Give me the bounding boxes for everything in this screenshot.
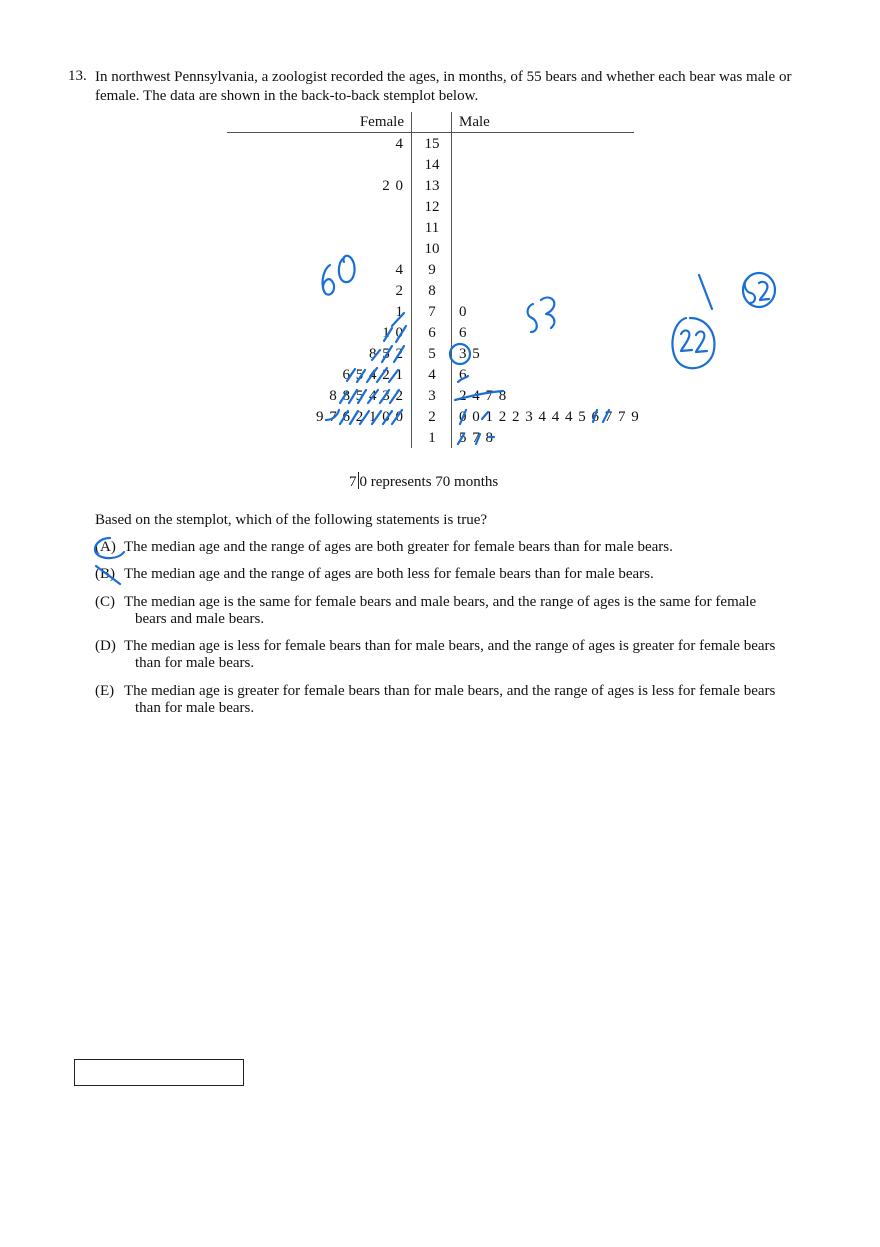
- choice-label: (D): [95, 638, 116, 654]
- key-divider: [358, 472, 359, 489]
- ink-mark: [745, 278, 769, 303]
- question-text: In northwest Pennsylvania, a zoologist recorded the ages, in months, of 55 bears and whether each bear was male or female. The data are shown in the back-to-back stemplot below.: [95, 69, 792, 104]
- stem-value: 5: [428, 346, 436, 362]
- ink-mark: [672, 318, 714, 368]
- choice-text-continued: than for male bears.: [135, 700, 255, 716]
- stem-value: 3: [428, 388, 436, 404]
- choice-text: The median age and the range of ages are both less for female bears than for male bears.: [124, 566, 654, 582]
- choice-text: The median age is greater for female bears than for male bears, and the range of ages is less for female bears: [124, 683, 776, 699]
- choice-text: The median age is the same for female bears and male bears, and the range of ages is the same for female: [124, 594, 757, 610]
- female-leaves: 8 5 2: [369, 346, 404, 362]
- stem-value: 11: [424, 220, 440, 236]
- stem-row: [227, 367, 634, 388]
- female-leaves: 1: [395, 304, 404, 320]
- stem-value: 1: [428, 430, 436, 446]
- stem-row: [227, 388, 634, 409]
- header-rule: [227, 132, 634, 133]
- ink-mark: [699, 275, 712, 309]
- stem-row: [227, 325, 634, 346]
- stem-value: 10: [424, 241, 440, 257]
- stem-row: [227, 220, 634, 241]
- stem-value: 7: [428, 304, 436, 320]
- stem-row: [227, 304, 634, 325]
- stem-value: 12: [424, 199, 440, 215]
- female-leaves: 4: [395, 136, 404, 152]
- male-leaves: 2 4 7 8: [459, 388, 508, 404]
- stem-row: [227, 178, 634, 199]
- stem-value: 8: [428, 283, 436, 299]
- female-leaves: 2 0: [382, 178, 404, 194]
- stem-row: [227, 241, 634, 262]
- stem-row: [227, 430, 634, 451]
- male-leaves: 5 7 8: [459, 430, 494, 446]
- header-female: Female: [359, 114, 404, 130]
- ink-mark: [743, 273, 775, 307]
- stem-row: [227, 136, 634, 157]
- female-leaves: 8 8 5 4 3 2: [329, 388, 404, 404]
- female-leaves: 1 0: [382, 325, 404, 341]
- header-male: Male: [459, 114, 490, 130]
- choice-text-continued: bears and male bears.: [135, 611, 265, 627]
- female-leaves: 6 5 4 2 1: [342, 367, 404, 383]
- stem-row: [227, 409, 640, 430]
- female-leaves: 9 7 6 2 1 0 0: [316, 409, 404, 425]
- stem-value: 15: [424, 136, 440, 152]
- choice-label: (A): [95, 539, 116, 555]
- stem-row: [227, 262, 634, 283]
- male-leaves: 0: [459, 304, 468, 320]
- female-leaves: 4: [395, 262, 404, 278]
- male-leaves: 0 0 1 2 2 3 4 4 4 5 6 7 7 9: [459, 409, 640, 425]
- male-leaves: 6: [459, 367, 468, 383]
- question-prompt: Based on the stemplot, which of the following statements is true?: [95, 512, 488, 528]
- male-leaves: 6: [459, 325, 468, 341]
- stem-row: [227, 283, 634, 304]
- stem-row: [227, 346, 634, 367]
- choice-label: (B): [95, 566, 115, 582]
- ink-mark: [681, 330, 707, 352]
- choice-label: (C): [95, 594, 115, 610]
- choice-text-continued: than for male bears.: [135, 655, 255, 671]
- answer-box[interactable]: [74, 1059, 244, 1086]
- choice-text: The median age is less for female bears than for male bears, and the range of ages is greater for female bears: [124, 638, 776, 654]
- choice-label: (E): [95, 683, 115, 699]
- stem-value: 14: [424, 157, 440, 173]
- stemplot: [227, 112, 640, 452]
- stem-row: [227, 199, 634, 220]
- key-stem: 7: [349, 474, 357, 490]
- stem-value: 2: [428, 409, 436, 425]
- stem-value: 6: [428, 325, 436, 341]
- male-leaves: 3 5: [459, 346, 481, 362]
- question-number: 13.: [68, 68, 87, 84]
- stem-row: [227, 157, 634, 178]
- choice-text: The median age and the range of ages are both greater for female bears than for male bears.: [124, 539, 673, 555]
- stemplot-key: [349, 472, 498, 491]
- stem-value: 9: [428, 262, 436, 278]
- stem-value: 13: [424, 178, 440, 194]
- female-leaves: 2: [395, 283, 404, 299]
- stem-value: 4: [428, 367, 436, 383]
- key-text: 0 represents 70 months: [359, 474, 499, 490]
